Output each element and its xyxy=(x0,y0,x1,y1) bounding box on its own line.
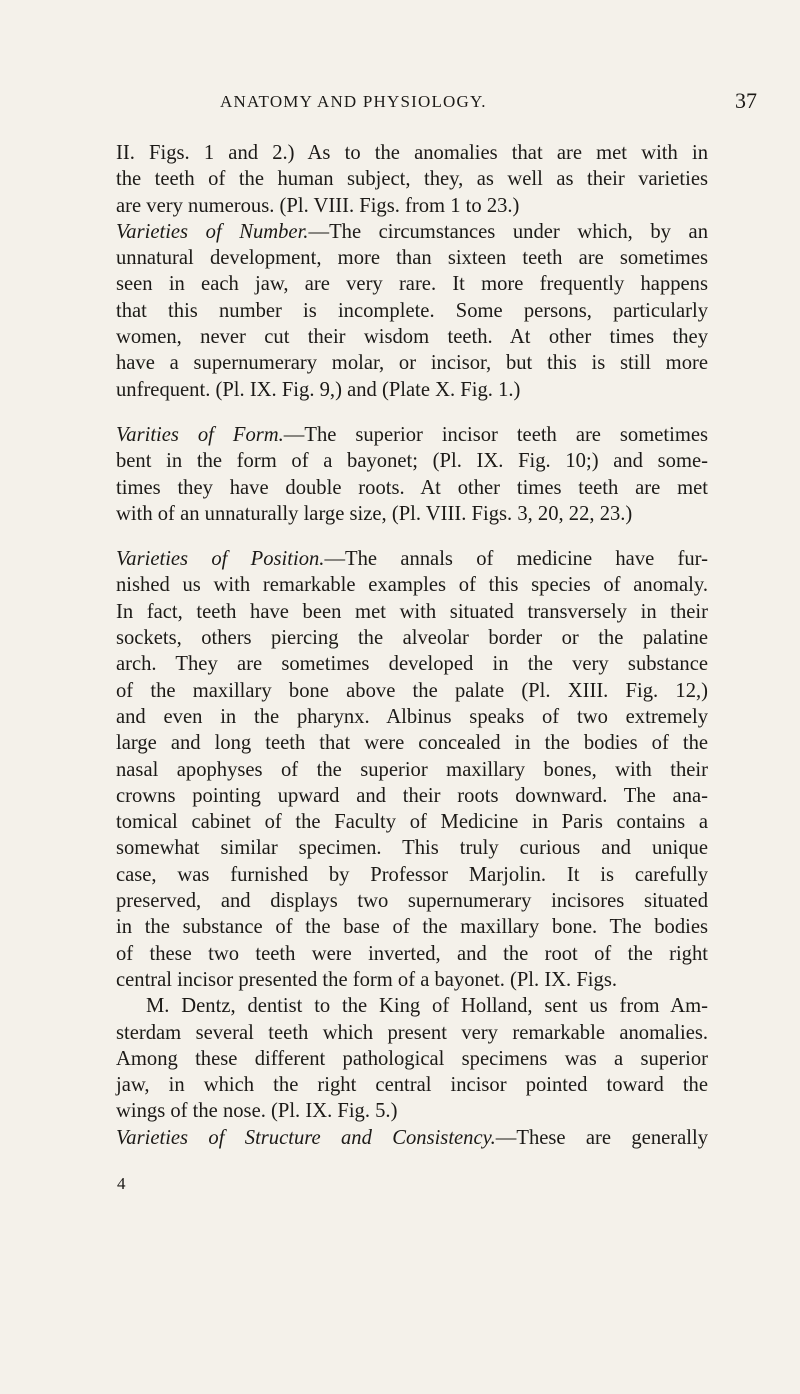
text-line: of the maxillary bone above the palate (Pl. XIII. Fig. 12,) xyxy=(116,679,708,702)
text-line: arch. They are sometimes developed in the very substance xyxy=(116,653,708,676)
text-line: nasal apophyses of the superior maxillary bones, with their xyxy=(116,758,708,781)
signature-mark: 4 xyxy=(117,1174,126,1193)
text-line: somewhat similar specimen. This truly curious and unique xyxy=(116,837,708,860)
text-line: women, never cut their wisdom teeth. At other times they xyxy=(116,326,708,349)
text-line: sterdam several teeth which present very remarkable anomalies. xyxy=(116,1021,708,1044)
text-line: seen in each jaw, are very rare. It more frequently happens xyxy=(116,273,708,296)
text-line: M. Dentz, dentist to the King of Holland, sent us from Am- xyxy=(146,995,708,1018)
text-line: times they have double roots. At other times teeth are met xyxy=(116,476,708,499)
text-line: preserved, and displays two supernumerary incisores situated xyxy=(116,890,708,913)
body-text xyxy=(116,140,708,1151)
text-line: that this number is incomplete. Some persons, particularly xyxy=(116,299,708,322)
text-line: unnatural development, more than sixteen teeth are sometimes xyxy=(116,247,708,270)
paragraph-continuation xyxy=(116,140,708,219)
paragraph-varities-of-form xyxy=(116,422,708,527)
text-line: nished us with remarkable examples of this species of anomaly. xyxy=(116,574,708,597)
section-heading: Varieties of Number. xyxy=(116,220,309,243)
text-line: Varieties of Position.—The annals of medicine have fur- xyxy=(116,548,708,571)
text-line: unfrequent. (Pl. IX. Fig. 9,) and (Plate X. Fig. 1.) xyxy=(116,378,521,401)
text-line: jaw, in which the right central incisor pointed toward the xyxy=(116,1074,708,1097)
text-line: are very numerous. (Pl. VIII. Figs. from 1 to 23.) xyxy=(116,194,520,217)
text-line: the teeth of the human subject, they, as well as their varieties xyxy=(116,168,708,191)
paragraph-dentz xyxy=(116,993,708,1124)
text-line: with of an unnaturally large size, (Pl. VIII. Figs. 3, 20, 22, 23.) xyxy=(116,502,633,525)
section-heading: Varities of Form. xyxy=(116,423,284,446)
text-line: Varities of Form.—The superior incisor teeth are sometimes xyxy=(116,423,709,446)
text-line: Among these different pathological specimens was a superior xyxy=(116,1047,708,1070)
text-line: central incisor presented the form of a bayonet. (Pl. IX. Figs. xyxy=(116,968,617,991)
text-line: Varieties of Structure and Consistency.—These are generally xyxy=(116,1126,708,1149)
text-line: wings of the nose. (Pl. IX. Fig. 5.) xyxy=(116,1100,398,1123)
text-line: crowns pointing upward and their roots downward. The ana- xyxy=(116,784,708,807)
text-line: large and long teeth that were concealed in the bodies of the xyxy=(116,732,708,755)
text-line: bent in the form of a bayonet; (Pl. IX. Fig. 10;) and some- xyxy=(116,450,708,473)
text-line: tomical cabinet of the Faculty of Medicine in Paris contains a xyxy=(116,811,708,834)
text-line: in the substance of the base of the maxillary bone. The bodies xyxy=(116,916,708,939)
running-header: ANATOMY AND PHYSIOLOGY. xyxy=(220,92,487,111)
section-heading: Varieties of Position. xyxy=(116,548,325,571)
text-line: In fact, teeth have been met with situated transversely in their xyxy=(116,600,708,623)
text-line: case, was furnished by Professor Marjolin. It is carefully xyxy=(116,863,708,886)
page-number: 37 xyxy=(735,88,757,113)
text-line: have a supernumerary molar, or incisor, but this is still more xyxy=(116,352,708,375)
paragraph-varieties-of-structure xyxy=(116,1125,708,1151)
text-line: II. Figs. 1 and 2.) As to the anomalies that are met with in xyxy=(116,142,708,164)
section-heading: Varieties of Structure and Consistency. xyxy=(116,1126,496,1149)
text-line: sockets, others piercing the alveolar border or the palatine xyxy=(116,627,708,650)
text-line: Varieties of Number.—The circumstances under which, by an xyxy=(116,220,708,243)
paragraph-varieties-of-position xyxy=(116,546,708,993)
text-line: and even in the pharynx. Albinus speaks of two extremely xyxy=(116,705,708,728)
paragraph-varieties-of-number xyxy=(116,219,708,403)
text-line: of these two teeth were inverted, and the root of the right xyxy=(116,942,708,965)
